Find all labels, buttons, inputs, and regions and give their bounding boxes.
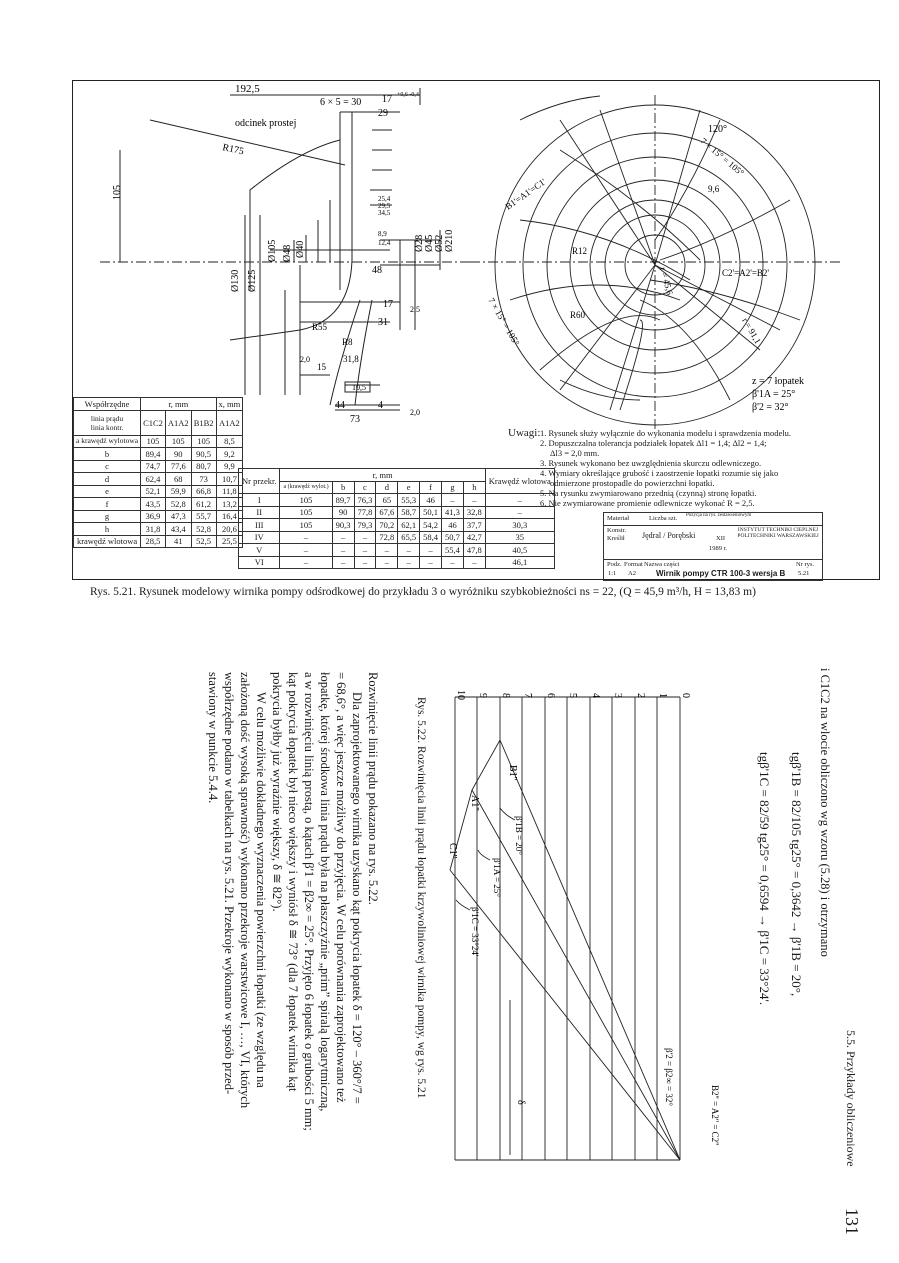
table-row: a krawędź wylotowa 105 105 105 8,5 (74, 435, 243, 448)
coord-head-wsp: Współrzędne (74, 398, 141, 411)
table-row: f 43,5 52,8 61,2 13,2 (74, 498, 243, 511)
sections-table: Nr przekr. r, mm Krawędź wlotowa a (krawędź wylot.) b c d e f g h I 105 89,7 76,3 65 55,3 46 – – – II 105 90 77,8 67,6 58,7 50,1 41,3 32,8 – III 105 90,3 79,3 70,2 62,1 54,2 46 37,7 30,3 IV – – – 72,8 65,5 58,4 50,7 42,7 35 V – – – – – – 55,4 47,8 40,5 VI – – – – – – – – 46,1 (238, 468, 555, 569)
paragraph-line: łopatkę, której środkowa linia prądu była na płaszczyźnie „prim” spiralą logarytmiczną, (318, 672, 332, 1112)
tb-names: Jędral / Porębski (642, 531, 696, 540)
tb-scale: 1:1 (608, 570, 617, 577)
paragraph-line: a w rozwinięciu linią prostą, o kątach β'1 = β2∞ = 25°. Przyjęto 6 łopatek o grubości 5 mm; (302, 672, 316, 1131)
dim-44: 44 (335, 400, 345, 411)
formula-2: tgβ'1C = 82/59 tg25° = 0,6594 → β'1C = 33°24'. (757, 752, 772, 1006)
beta2-value: β'2 = 32° (752, 402, 789, 413)
table-row: b 89,4 90 90,5 9,2 (74, 448, 243, 461)
label-bac: B1'=A1'=C1' (503, 176, 548, 212)
dim-d28: Ø28 (414, 234, 425, 252)
tb-nr: 5.21 (798, 570, 810, 577)
note-item: 5. Na rysunku zwymiarowano przednią (czynną) stronę łopatki. (540, 488, 757, 498)
tb-format: A2 (628, 570, 636, 577)
paragraph-line: W celu możliwie dokładnego wyznaczenia powierzchni łopatki (ze względu na (254, 692, 268, 1088)
note-item: 6. Nie zwymiarowane promienie odlewnicze wykonać R = 2,5. (540, 498, 755, 508)
dim-d45: Ø45 (424, 234, 435, 252)
note-item: 3. Rysunek wykonano bez uwzględnienia skurczu odlewniczego. (540, 458, 762, 468)
dim-105: 105 (112, 185, 123, 200)
dim-r55: R55 (312, 322, 328, 332)
coord-head-x: x, mm (216, 398, 243, 411)
tick-label: 6 (545, 693, 556, 698)
dim-d40: Ø40 (295, 240, 306, 258)
tb-count: Liczba szt. (649, 515, 678, 522)
dim-r60: R60 (570, 310, 586, 320)
tb-institute: INSTYTUT TECHNIKI CIEPLNEJ POLITECHNIKI WARSZAWSKIEJ (737, 527, 819, 539)
tb-date: 1989 r. (709, 545, 728, 552)
dim-7x15: 7 × 15° = 105° (698, 135, 747, 178)
label-cab: C2'=A2'=B2' (722, 268, 770, 278)
tb-position: Pozycja na rys. zestawieniowym (686, 513, 752, 518)
dim-6x5: 6 × 5 = 30 (320, 97, 362, 108)
paragraph-line: stawiony w punkcie 5.4.4. (206, 672, 220, 804)
table-row: g 36,9 47,3 55,7 16,4 (74, 510, 243, 523)
note-item: 2. Dopuszczalna tolerancja podziałek łopatek Δl1 = 1,4; Δl2 = 1,4; (540, 438, 767, 448)
tick-label: 4 (590, 693, 601, 698)
dim-89: 8,9 (378, 230, 387, 238)
dim-d52: Ø52 (434, 234, 445, 252)
dim-345: 34,5 (378, 209, 391, 217)
odcinek-label: odcinek prostej (235, 118, 297, 129)
dim-192: 192,5 (235, 83, 260, 95)
coord-head-r: r, mm (141, 398, 216, 411)
dim-d210: Ø210 (444, 229, 455, 252)
label-beta2: β'2 = β2∞ = 32° (664, 1048, 674, 1106)
note-item: Δl3 = 2,0 mm. (550, 448, 600, 458)
coord-head-kontr: linia kontr. (90, 422, 124, 432)
dim-73: 73 (350, 414, 360, 425)
dim-254: 25,4 (378, 195, 391, 203)
dim-r45: r = 45,6 (658, 265, 676, 296)
beta1-value: β'1A = 25° (752, 389, 796, 400)
label-end: B2'' = A2'' = C2'' (710, 1085, 720, 1146)
tb-scale-h: Podz. (607, 561, 622, 568)
dim-17b: 17 (383, 299, 393, 310)
tb-nr-h: Nr rys. (796, 561, 815, 568)
dim-96: 9,6 (708, 184, 720, 194)
label-delta: δ (515, 1100, 526, 1105)
tick-label: 5 (567, 693, 578, 698)
coord-col: A1A2 (216, 410, 243, 435)
dim-d48: Ø48 (282, 244, 293, 262)
page-header: 5.5. Przykłady obliczeniowe (844, 1030, 858, 1167)
tick-label: 9 (477, 693, 488, 698)
coord-col: C1C2 (141, 410, 166, 435)
tb-name-h: Nazwa części (644, 561, 680, 568)
dim-20b: 2,0 (300, 355, 310, 364)
paragraph-line: założoną dość wysoką sprawność) wykonano przekroje warstwicowe I, …, VI, których (238, 672, 252, 1109)
note-item: odmierzone prostopadle do powierzchni łopatki. (550, 478, 715, 488)
dim-r12: R12 (572, 246, 588, 256)
table-row: c 74,7 77,6 80,7 9,9 (74, 460, 243, 473)
tick-label: 0 (680, 693, 691, 698)
dim-295: 29,5 (378, 202, 391, 210)
paragraph-line: współrzędne podano w tabelkach na rys. 5.21. Przekroje wykonano w sposób przed- (222, 672, 236, 1095)
table-row: e 52,1 59,9 66,8 11,8 (74, 485, 243, 498)
formula-1: tgβ'1B = 82/105 tg25° = 0,3642 → β'1B = 20°, (789, 752, 804, 997)
sec-head-r: r, mm (280, 469, 485, 482)
tb-konstr: Konstr. (607, 527, 626, 534)
tb-format-h: Format (624, 561, 643, 568)
tick-label: 10 (455, 690, 466, 700)
dim-124: 12,4 (378, 239, 391, 247)
table-row: I 105 89,7 76,3 65 55,3 46 – – – (239, 494, 555, 507)
dim-r175: R175 (221, 142, 245, 158)
figure-caption-521: Rys. 5.21. Rysunek modelowy wirnika pompy odśrodkowej do przykładu 3 o wyróżniku szybkobieżności ns = 22, (Q = 45,9 m³/h, H = 13,83 m) (90, 586, 756, 598)
paragraph-line: pokrycia byłby już wyraźnie większy, δ ≅ 82°). (270, 672, 284, 912)
tick-label: 7 (522, 693, 533, 698)
page-number: 131 (842, 1208, 862, 1235)
paragraph-line: Dla zaprojektowanego wirnika uzyskano kąt pokrycia łopatek δ = 120° – 360°/7 = (350, 692, 364, 1104)
tb-class: XII (716, 535, 726, 542)
paragraph-line: = 68,6°, a więc jeszcze możliwy do przyjęcia. W celu porównania zaprojektowano też (334, 672, 348, 1103)
table-row: IV – – – 72,8 65,5 58,4 50,7 42,7 35 (239, 531, 555, 544)
label-b1b: B1'' (507, 765, 518, 781)
table-row: h 31,8 43,4 52,8 20,6 (74, 523, 243, 536)
sec-head-edge: Krawędź wlotowa (485, 469, 554, 494)
table-row: II 105 90 77,8 67,6 58,7 50,1 41,3 32,8 – (239, 506, 555, 519)
dim-r8: R8 (342, 337, 353, 347)
table-row: krawędź wlotowa 28,5 41 52,5 25,5 (74, 535, 243, 548)
label-a1: A1'' (469, 795, 480, 811)
dim-d130: Ø130 (230, 269, 241, 292)
table-row: V – – – – – – 55,4 47,8 40,5 (239, 544, 555, 557)
paragraph-line: Rozwinięcie linii prądu pokazano na rys. 5.22. (366, 672, 380, 905)
label-beta-a: β'1A = 25° (492, 858, 502, 897)
coord-col: A1A2 (165, 410, 191, 435)
dim-31: 31 (378, 317, 388, 328)
note-item: 4. Wymiary określające grubość i zaostrzenie łopatki rozumie się jako (540, 468, 779, 478)
tick-label: 3 (612, 693, 623, 698)
dim-15: 15 (317, 362, 326, 372)
dim-7x15b: 7 × 15° = 105° (486, 296, 522, 348)
tick-label: 8 (500, 693, 511, 698)
intro-line: i C1C2 na wlocie obliczono wg wzoru (5.28) i otrzymano (818, 668, 832, 957)
table-row: VI – – – – – – – – 46,1 (239, 556, 555, 569)
dim-318: 31,8 (343, 354, 359, 364)
tb-kresl: Kreślił (607, 535, 625, 542)
dim-20: 2,0 (410, 408, 420, 417)
dim-105b: 10,5 (352, 383, 366, 392)
dim-29: 29 (378, 108, 388, 119)
table-row: d 62,4 68 73 10,7 (74, 473, 243, 486)
coord-head-linia: linia prądu (90, 413, 124, 423)
notes-title: Uwagi: (508, 427, 541, 439)
dim-d125: Ø125 (247, 269, 258, 292)
paragraph-line: kąt pokrycia łopatek był nieco większy i wyniósł δ ≅ 73° (dla 7 łopatek wirnika kąt (286, 672, 300, 1092)
dim-d105: Ø105 (267, 239, 278, 262)
dim-4: 4 (378, 400, 383, 411)
dim-25: 2,5 (410, 305, 420, 314)
figure-caption-522: Rys. 5.22. Rozwinięcia linii prądu łopatki krzywoliniowej wirnika pompy, wg rys. 5.21 (415, 697, 427, 1099)
tb-material: Materiał (607, 515, 630, 522)
note-item: 1. Rysunek służy wyłącznie do wykonania modelu i sprawdzenia modelu. (540, 428, 792, 438)
dim-r91: r = 91,1 (740, 316, 764, 346)
coord-col: B1B2 (191, 410, 216, 435)
sec-head-nr: Nr przekr. (239, 469, 280, 494)
dim-17-tol: +0,6 -0,4 (397, 92, 419, 98)
blades-z: z = 7 łopatek (752, 376, 805, 387)
label-beta-c: β'1C = 33°24' (470, 907, 480, 957)
table-row: III 105 90,3 79,3 70,2 62,1 54,2 46 37,7 30,3 (239, 519, 555, 532)
dim-a120: 120° (708, 124, 727, 135)
dim-17: 17 (382, 94, 392, 105)
tb-name: Wirnik pompy CTR 100-3 wersja B (656, 569, 786, 578)
dim-48: 48 (372, 265, 382, 276)
tick-label: 2 (635, 693, 646, 698)
label-beta-b: β'1B = 20° (514, 816, 524, 855)
tick-label: 1 (657, 693, 668, 698)
label-c1: C1'' (447, 843, 458, 859)
